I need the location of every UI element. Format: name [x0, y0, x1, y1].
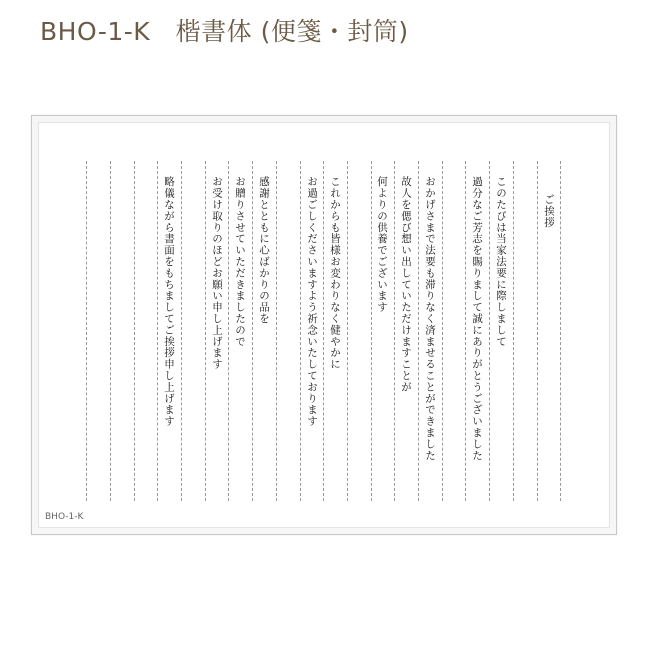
- ruled-line: [394, 161, 395, 501]
- letter-line: 感謝とともに心ばかりの品を: [258, 176, 270, 325]
- ruled-line: [513, 161, 514, 501]
- ruled-line: [418, 161, 419, 501]
- letter-line: 略儀ながら書面をもちましてご挨拶申し上げます: [163, 176, 175, 427]
- letter-line: お過ごしくださいますよう祈念いたしております: [306, 176, 318, 427]
- ruled-line: [181, 161, 182, 501]
- ruled-line: [276, 161, 277, 501]
- letter-line: 故人を偲び想い出していただけますことが: [400, 176, 412, 393]
- ruled-line: [323, 161, 324, 501]
- letter-paper: [31, 115, 617, 535]
- ruled-line: [371, 161, 372, 501]
- ruled-line: [465, 161, 466, 501]
- letter-heading: ご挨拶: [543, 194, 555, 229]
- ruled-line: [205, 161, 206, 501]
- letter-line: おかげさまで法要も滞りなく済ませることができました: [424, 176, 436, 461]
- letter-line: お贈りさせていただきましたので: [234, 176, 246, 347]
- ruled-line: [300, 161, 301, 501]
- ruled-line: [537, 161, 538, 501]
- ruled-line: [560, 161, 561, 501]
- ruled-line: [86, 161, 87, 501]
- ruled-line: [134, 161, 135, 501]
- letter-line: これからも皆様お変わりなく健やかに: [329, 176, 341, 370]
- letter-line: 過分なご芳志を賜りまして誠にありがとうございました: [471, 176, 483, 461]
- ruled-line: [228, 161, 229, 501]
- ruled-line: [442, 161, 443, 501]
- ruled-line: [489, 161, 490, 501]
- page-title: BHO-1-K 楷書体 (便箋・封筒): [40, 17, 409, 46]
- ruled-line: [252, 161, 253, 501]
- letter-line: 何よりの供養でございます: [376, 176, 388, 313]
- ruled-line: [157, 161, 158, 501]
- letter-line: お受け取りのほどお願い申し上げます: [211, 176, 223, 370]
- paper-border: [38, 122, 610, 528]
- ruled-line: [347, 161, 348, 501]
- ruled-line: [110, 161, 111, 501]
- letter-line: このたびは当家法要に際しまして: [495, 176, 507, 347]
- product-code-label: BHO-1-K: [45, 512, 84, 522]
